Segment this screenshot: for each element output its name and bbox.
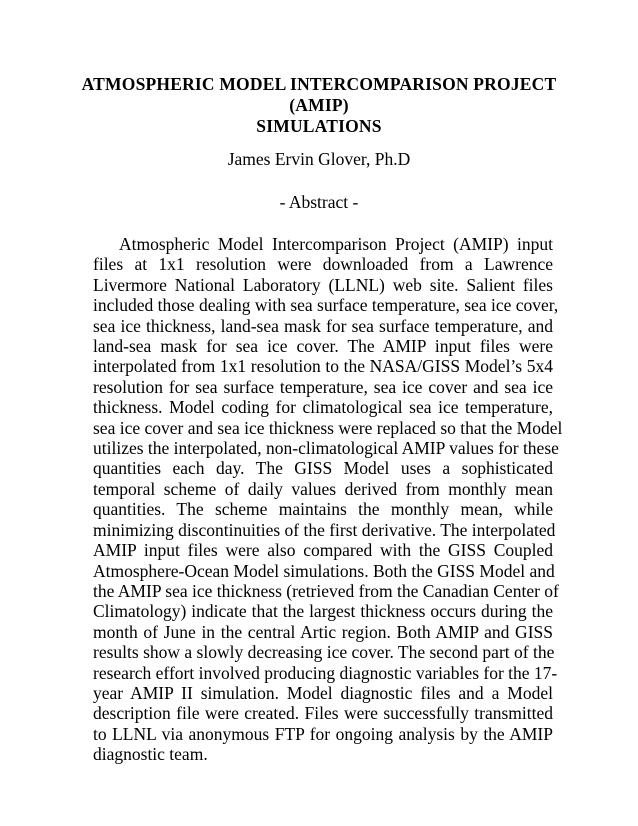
abstract-body [93,234,563,765]
abstract-line: AMIP input files were also compared with the GISS Coupled [93,540,553,561]
abstract-line: minimizing discontinuities of the first derivative. The interpolated [93,519,556,540]
document-title [0,74,638,137]
abstract-line: to LLNL via anonymous FTP for ongoing analysis by the AMIP [93,723,553,744]
abstract-line: Livermore National Laboratory (LLNL) web site. Salient files [93,274,553,295]
abstract-line: research effort involved producing diagnostic variables for the 17- [93,662,558,683]
author-name: James Ervin Glover, Ph.D [227,149,411,169]
abstract-line: month of June in the central Artic region. Both AMIP and GISS [93,621,553,642]
abstract-line: files at 1x1 resolution were downloaded from a Lawrence [93,254,553,275]
abstract-line: resolution for sea surface temperature, sea ice cover and sea ice [93,376,553,397]
abstract-line: the AMIP sea ice thickness (retrieved from the Canadian Center of [93,580,559,601]
abstract-line: Climatology) indicate that the largest thickness occurs during the [93,601,553,622]
abstract-line: included those dealing with sea surface temperature, sea ice cover, [93,295,559,316]
title-line-1: ATMOSPHERIC MODEL INTERCOMPARISON PROJECT [81,74,557,94]
abstract-line: land-sea mask for sea ice cover. The AMIP input files were [93,336,553,357]
abstract-line: Atmospheric Model Intercomparison Project (AMIP) input [119,234,553,254]
abstract-line: year AMIP II simulation. Model diagnostic files and a Model [93,682,553,703]
abstract-line: diagnostic team. [93,744,208,765]
abstract-line: utilizes the interpolated, non-climatological AMIP values for these [93,438,559,459]
abstract-line: sea ice thickness, land-sea mask for sea surface temperature, and [93,315,553,336]
abstract-line: quantities. The scheme maintains the monthly mean, while [93,499,553,520]
abstract-line: temporal scheme of daily values derived from monthly mean [93,478,553,499]
abstract-line: description file were created. Files were successfully transmitted [93,703,553,724]
abstract-line: sea ice cover and sea ice thickness were replaced so that the Model [93,417,563,438]
abstract-line: Atmosphere-Ocean Model simulations. Both the GISS Model and [93,560,555,581]
abstract-line: results show a slowly decreasing ice cover. The second part of the [93,642,555,663]
title-line-2: (AMIP) [289,95,349,115]
abstract-line: quantities each day. The GISS Model uses a sophisticated [93,458,553,479]
abstract-line: thickness. Model coding for climatological sea ice temperature, [93,397,553,418]
title-line-3: SIMULATIONS [256,116,382,136]
abstract-heading: - Abstract - [279,192,359,212]
abstract-line: interpolated from 1x1 resolution to the NASA/GISS Model’s 5x4 [93,356,553,377]
